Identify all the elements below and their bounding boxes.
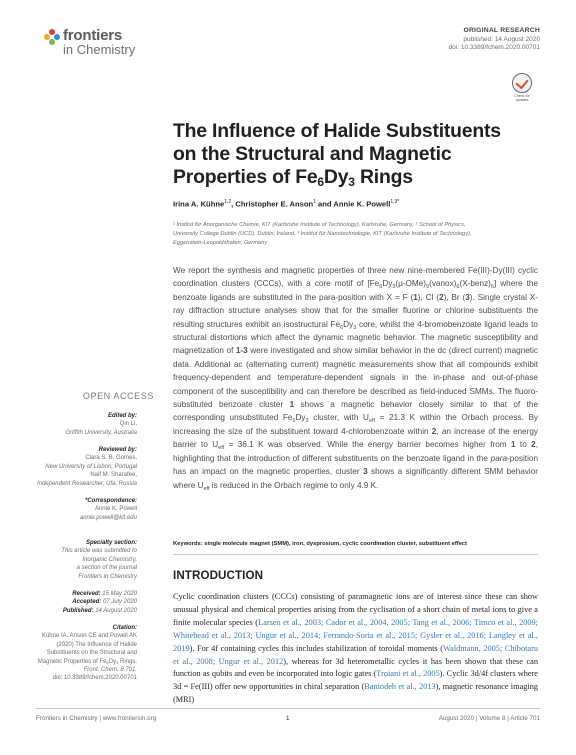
doi[interactable]: doi: 10.3389/fchem.2020.00701 [448, 44, 540, 51]
edited-by: Edited by: Qin Li, Griffith University, Australia [65, 413, 137, 436]
citation-link[interactable]: Troiani et al., 2005 [376, 669, 440, 679]
frontiers-logo-icon [44, 29, 60, 45]
check-icon [512, 73, 532, 93]
check-label-2: updates [515, 98, 529, 102]
brand-name: frontiers [63, 27, 123, 44]
correspondence: *Correspondence: Annie K. Powell annie.powell@kit.edu [79, 498, 137, 521]
check-for-updates-badge[interactable] [508, 73, 536, 105]
open-access-label: OPEN ACCESS [82, 391, 154, 401]
brand-journal: in Chemistry [63, 42, 136, 57]
citation-doi[interactable]: doi: 10.3389/fchem.2020.00701 [52, 675, 137, 682]
published-date: published: 14 August 2020 [463, 35, 540, 43]
divider [173, 554, 538, 555]
citation-link[interactable]: Baniodeh et al., 2013 [364, 682, 436, 692]
title-line-3: Properties of $Fe_6Dy_3$ Rings [173, 166, 413, 189]
footer-divider [36, 708, 540, 709]
footer-volume: August 2020 | Volume 8 | Article 701 [438, 715, 540, 722]
citation-link[interactable]: Waldmann, 2005; Chibotaru et al., 2008; Ungur et al., 2012 [173, 643, 538, 666]
editor-name: Qin Li, [119, 421, 137, 428]
page-number: 1 [286, 715, 290, 722]
abstract: We report the synthesis and magnetic properties of three new nine-membered Fe(III)-Dy(III) cyclic coordination clusters (CCCs), with a core motif of $[Fe_6Dy_3(\mu-OMe)_9(vanox)_6(X-benz)_6]$ where the benzoate ligands are substituted in the para-position with X = F (1), Cl (2), Br (3). Single crystal X-ray diffraction structure analyses show that for the smaller fluorine or chlorine substituents the resulting structures exhibit an isostructural $Fe_6Dy_3$ core, whilst the 4-bromobenzoate ligand leads to structural distortions which affect the dynamic magnetic behavior. The magnetic susceptibility and magnetization of 1-3 were investigated and show similar behavior in the dc (direct current) magnetic data. Additional ac (alternating current) magnetic measurements show that all compounds exhibit frequency-dependent and temperature-dependent signals in the in-phase and out-of-phase component of the susceptibility and can therefore be described as field-induced SMMs. The fluoro-substituted benzoate cluster 1 shows a magnetic behavior closely similar to that of the corresponding unsubstituted $Fe_6Dy_3$ cluster, with $U_{eff} = 21.3$ K within the Orbach process. By increasing the size of the substituent toward 4-chlorobenzoate within 2, an increase of the energy barrier to $U_{eff} = 36.1$ K was observed. While the energy barrier becomes higher from 1 to 2, highlighting that the introduction of different substituents on the benzoate ligand in the para-position has an impact on the magnetic properties, cluster 3 shows a significantly different SMM behavior where $U_{eff}$ is reduced in the Orbach regime to only 4.9 K. [173, 266, 538, 492]
author-name[interactable]: and Annie K. Powell [315, 199, 391, 209]
author-name[interactable]: Irina A. Kühne [173, 199, 225, 209]
introduction-text: Cyclic coordination clusters (CCCs) consisting of paramagnetic ions are of interest since these can show unusual physical and chemical properties arising from the cyclisation of a short chain of metal ions to give a finite molecular species (Larsen et al., 2003; Cador et al., 2004, 2005; Tang et al., 2006; Timco et al., 2009; Whitehead et al., 2013; Ungur et al., 2014; Ferrando-Soria et al., 2015; Gysler et al., 2016; Langley et al., 2019). For 4f containing cycles this includes stabilization of toroidal moments (Waldmann, 2005; Chibotaru et al., 2008; Ungur et al., 2012), whereas for 3d heterometallic cycles it has been shown that these can function as qubits and even be incorporated into logic gates (Troiani et al., 2005). Cyclic 3d/4f clusters where 3d = Fe(III) offer new opportunities in chiral separation (Baniodeh et al., 2013), magnetic resonance imaging (MRI) [173, 592, 539, 705]
section-heading: INTRODUCTION [173, 569, 264, 582]
footer-journal[interactable]: Frontiers in Chemistry | www.frontiersin.org [36, 715, 157, 722]
affiliations: ¹ Institut für Anorganische Chemie, KIT (Karlsruhe Institute of Technology), Karlsruhe, Germany, ² School of Physics, University College Dublin (UCD), Dublin, Ireland, ³ Institut für Nanotechnologie, KIT (Karlsruhe Institute of Technology), Eggenstein-Leopoldshafen, Germany [173, 222, 472, 247]
specialty-section: Specialty section: This article was submitted to Inorganic Chemistry, a section of the journal Frontiers in Chemistry [61, 540, 137, 580]
check-label: Check for [514, 94, 530, 98]
email-link[interactable]: annie.powell@kit.edu [79, 514, 137, 521]
journal-logo[interactable] [44, 27, 164, 59]
title-line-2: on the Structural and Magnetic [173, 143, 452, 165]
title-line-1: The Influence of Halide Substituents [173, 120, 501, 142]
article-meta [449, 27, 540, 53]
article-type: ORIGINAL RESEARCH [463, 27, 540, 34]
reviewed-by: Reviewed by: Clara S. B. Gomes, New University of Lisbon, Portugal Naif M. Sharafee, Independent Researcher, Ufa, Russia [36, 447, 137, 487]
author-name[interactable]: , Christopher E. Anson [231, 199, 314, 209]
citation-link[interactable]: Larsen et al., 2003; Cador et al., 2004, 2005; Tang et al., 2006; Timco et al., 2009; Whitehead et al., 2013; Ungur et al., 2014; Ferrando-Soria et al., 2015; Gysler et al., 2016; Langley et al., 2019 [173, 617, 538, 653]
author-list: Irina A. Kühne$^{1,2}$, Christopher E. Anson$^1$ and Annie K. Powell$^{1,3*}$ [173, 199, 400, 209]
article-title [173, 120, 543, 189]
citation-block: Citation: Kühne IA, Anson CE and Powell AK (2020) The Influence of Halide Substituents on the Structural and Magnetic Properties of $Fe_6Dy_3$ Rings. Front. Chem. 8:701. doi: 10.3389/fchem.2020.00701 [37, 625, 137, 682]
dates: Received: 15 May 2020 Accepted: 07 July 2020 Published: 14 August 2020 [62, 591, 137, 614]
keywords: Keywords: single molecule magnet (SMM), iron, dysprosium, cyclic coordination cluster, substituent effect [173, 541, 468, 547]
